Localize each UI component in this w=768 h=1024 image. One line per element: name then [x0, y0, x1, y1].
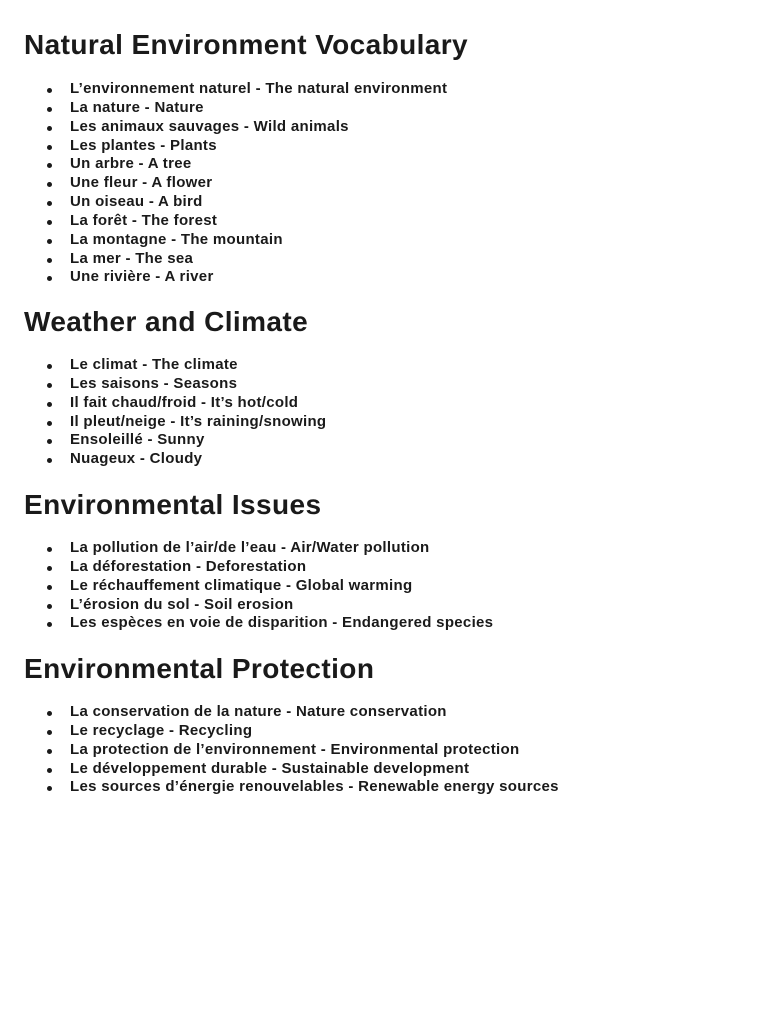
- bullet-icon: [47, 566, 52, 571]
- bullet-icon: [47, 439, 52, 444]
- vocabulary-text: Un oiseau - A bird: [70, 193, 203, 211]
- vocabulary-text: Le réchauffement climatique - Global warming: [70, 576, 413, 594]
- vocabulary-item: [24, 193, 744, 212]
- vocabulary-text: Les sources d’énergie renouvelables - Renewable energy sources: [70, 778, 559, 796]
- vocabulary-item: [24, 614, 744, 633]
- section-heading: Weather and Climate: [24, 306, 309, 337]
- vocabulary-item: [24, 450, 744, 469]
- bullet-icon: [47, 458, 52, 463]
- vocabulary-text: Les espèces en voie de disparition - Endangered species: [70, 614, 494, 632]
- vocabulary-item: [24, 703, 744, 722]
- bullet-icon: [47, 547, 52, 552]
- vocabulary-item: [24, 174, 744, 193]
- vocabulary-text: La déforestation - Deforestation: [70, 557, 307, 575]
- bullet-icon: [47, 258, 52, 263]
- bullet-icon: [47, 711, 52, 716]
- vocabulary-item: [24, 268, 744, 287]
- vocabulary-text: L’environnement naturel - The natural environment: [70, 80, 448, 97]
- vocabulary-item: [24, 118, 744, 137]
- vocabulary-item: [24, 250, 744, 269]
- bullet-icon: [47, 163, 52, 168]
- vocabulary-item: [24, 155, 744, 174]
- vocabulary-item: [24, 99, 744, 118]
- bullet-icon: [47, 768, 52, 773]
- section-environmental-issues: [24, 488, 744, 632]
- section-heading: Natural Environment Vocabulary: [24, 29, 469, 60]
- section-environmental-protection: [24, 652, 744, 796]
- vocabulary-text: Les saisons - Seasons: [70, 374, 238, 392]
- vocabulary-text: Une fleur - A flower: [70, 174, 213, 192]
- vocabulary-text: Le climat - The climate: [70, 356, 238, 373]
- bullet-icon: [47, 107, 52, 112]
- section-weather-climate: [24, 305, 744, 468]
- bullet-icon: [47, 145, 52, 150]
- vocabulary-item: [24, 778, 744, 797]
- bullet-icon: [47, 364, 52, 369]
- vocabulary-text: Un arbre - A tree: [70, 155, 192, 173]
- bullet-icon: [47, 730, 52, 735]
- vocabulary-text: Ensoleillé - Sunny: [70, 431, 205, 449]
- bullet-icon: [47, 604, 52, 609]
- bullet-icon: [47, 239, 52, 244]
- vocabulary-list: [24, 80, 744, 287]
- vocabulary-item: [24, 80, 744, 99]
- vocabulary-text: Nuageux - Cloudy: [70, 450, 203, 468]
- vocabulary-list: [24, 703, 744, 797]
- section-heading: Environmental Issues: [24, 489, 322, 520]
- vocabulary-text: Il pleut/neige - It’s raining/snowing: [70, 412, 327, 430]
- bullet-icon: [47, 220, 52, 225]
- vocabulary-item: [24, 577, 744, 596]
- vocabulary-text: L’érosion du sol - Soil erosion: [70, 595, 294, 613]
- vocabulary-item: [24, 431, 744, 450]
- vocabulary-text: Les animaux sauvages - Wild animals: [70, 117, 349, 135]
- vocabulary-text: La nature - Nature: [70, 98, 204, 116]
- vocabulary-text: Une rivière - A river: [70, 268, 214, 286]
- bullet-icon: [47, 585, 52, 590]
- vocabulary-text: La montagne - The mountain: [70, 230, 283, 248]
- bullet-icon: [47, 182, 52, 187]
- vocabulary-item: [24, 375, 744, 394]
- vocabulary-item: [24, 741, 744, 760]
- bullet-icon: [47, 88, 52, 93]
- bullet-icon: [47, 749, 52, 754]
- vocabulary-item: [24, 413, 744, 432]
- vocabulary-item: [24, 760, 744, 779]
- section-heading: Environmental Protection: [24, 653, 375, 684]
- bullet-icon: [47, 786, 52, 791]
- bullet-icon: [47, 402, 52, 407]
- vocabulary-text: Il fait chaud/froid - It’s hot/cold: [70, 393, 299, 411]
- bullet-icon: [47, 126, 52, 131]
- vocabulary-item: [24, 596, 744, 615]
- vocabulary-item: [24, 722, 744, 741]
- bullet-icon: [47, 276, 52, 281]
- vocabulary-item: [24, 356, 744, 375]
- section-natural-environment: [24, 28, 744, 286]
- vocabulary-item: [24, 558, 744, 577]
- vocabulary-item: [24, 539, 744, 558]
- vocabulary-item: [24, 212, 744, 231]
- vocabulary-text: La pollution de l’air/de l’eau - Air/Water pollution: [70, 539, 430, 556]
- vocabulary-text: La protection de l’environnement - Environmental protection: [70, 740, 520, 758]
- vocabulary-text: La conservation de la nature - Nature conservation: [70, 703, 447, 720]
- vocabulary-text: Le recyclage - Recycling: [70, 721, 253, 739]
- vocabulary-item: [24, 231, 744, 250]
- vocabulary-list: [24, 539, 744, 633]
- vocabulary-text: Les plantes - Plants: [70, 136, 217, 154]
- vocabulary-list: [24, 356, 744, 469]
- bullet-icon: [47, 622, 52, 627]
- vocabulary-text: Le développement durable - Sustainable development: [70, 759, 470, 777]
- vocabulary-text: La mer - The sea: [70, 249, 194, 267]
- bullet-icon: [47, 383, 52, 388]
- bullet-icon: [47, 201, 52, 206]
- bullet-icon: [47, 421, 52, 426]
- vocabulary-item: [24, 394, 744, 413]
- vocabulary-text: La forêt - The forest: [70, 211, 218, 229]
- vocabulary-item: [24, 137, 744, 156]
